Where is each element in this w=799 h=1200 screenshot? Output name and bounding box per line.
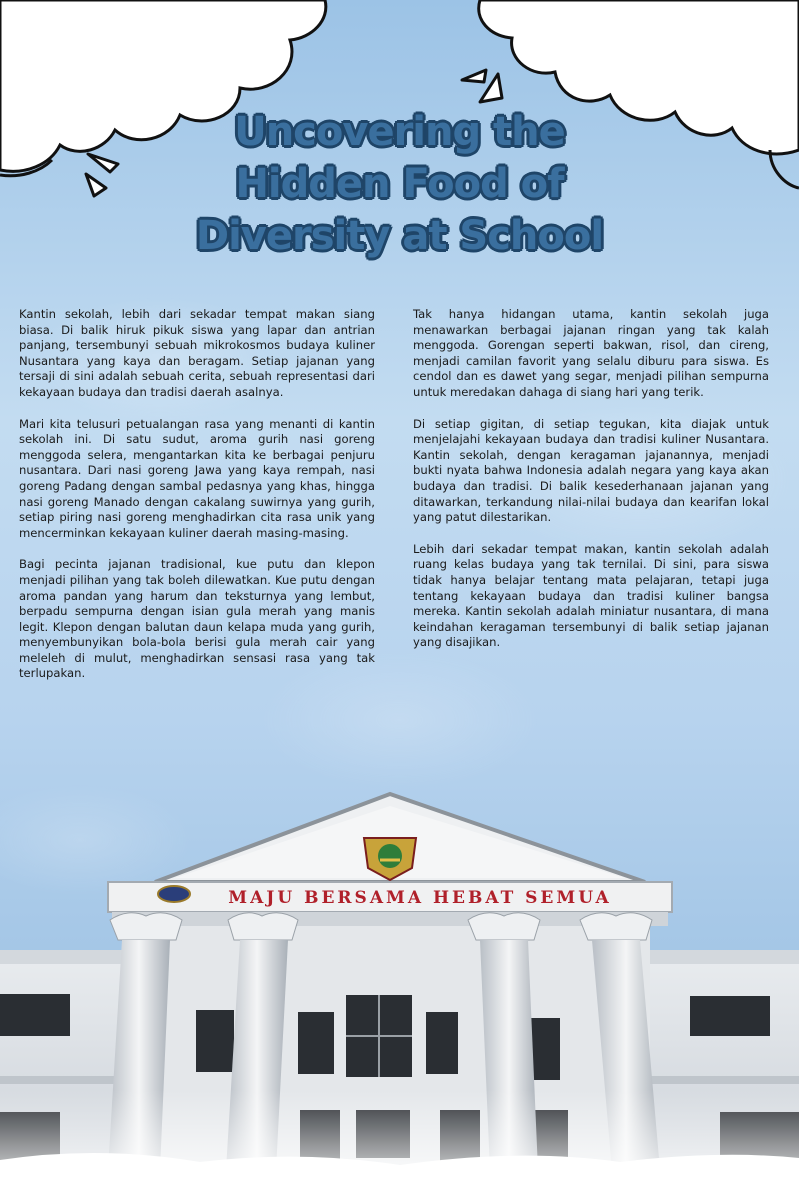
paragraph: Di setiap gigitan, di setiap tegukan, kita diajak untuk menjelajahi kekayaan budaya dan tradisi kuliner Nusantara. Kantin sekolah, dengan keragaman jajanannya, menjadi bukti nyata bahwa Indonesia adalah negara yang kaya akan budaya dan tradisi. Di balik kesederhanaan jajanan yang ditawarkan, terkandung nilai-nilai budaya dan kearifan lokal yang patut dilestarikan. — [413, 416, 769, 525]
right-column — [413, 307, 769, 667]
paragraph: Mari kita telusuri petualangan rasa yang menanti di kantin sekolah ini. Di satu sudut, aroma gurih nasi goreng menggoda selera, mengantarkan kita ke berbagai penjuru nusantara. Dari nasi goreng Jawa yang kaya rempah, nasi goreng Padang dengan sambal pedasnya yang khas, hingga nasi goreng Manado dengan cakalang suwirnya yang gurih, setiap piring nasi goreng menghadirkan cita rasa unik yang mencerminkan kekayaan kuliner daerah masing-masing. — [19, 416, 375, 540]
paragraph: Kantin sekolah, lebih dari sekadar tempat makan siang biasa. Di balik hiruk pikuk siswa yang lapar dan antrian panjang, tersembunyi sebuah mikrokosmos budaya kuliner Nusantara yang kaya dan beragam. Setiap jajanan yang tersaji di sini adalah sebuah cerita, sebuah representasi dari kekayaan budaya dan tradisi daerah asalnya. — [19, 307, 375, 399]
title-line-3: Diversity at School — [195, 213, 604, 259]
page-title — [0, 106, 799, 262]
title-line-2: Hidden Food of — [235, 161, 564, 207]
motto-text: MAJU BERSAMA HEBAT SEMUA — [228, 888, 612, 908]
title-line-1: Uncovering the — [234, 109, 565, 155]
paragraph: Lebih dari sekadar tempat makan, kantin sekolah adalah ruang kelas budaya yang tak ternilai. Di sini, para siswa tidak hanya belajar tentang mata pelajaran, tetapi juga tentang kekayaan budaya dan tradisi kuliner bangsa mereka. Kantin sekolah adalah miniatur nusantara, di mana keindahan keragaman tersembunyi di balik setiap jajanan yang disajikan. — [413, 541, 769, 650]
paragraph: Tak hanya hidangan utama, kantin sekolah juga menawarkan berbagai jajanan ringan yang tak kalah menggoda. Gorengan seperti bakwan, risol, dan cireng, menjadi camilan favorit yang selalu diburu para siswa. Es cendol dan es dawet yang segar, menjadi pilihan sempurna untuk meredakan dahaga di siang hari yang terik. — [413, 307, 769, 399]
paragraph: Bagi pecinta jajanan tradisional, kue putu dan klepon menjadi pilihan yang tak boleh dilewatkan. Kue putu dengan aroma pandan yang harum dan teksturnya yang lembut, berpadu sempurna dengan isian gula merah yang manis legit. Klepon dengan balutan daun kelapa muda yang gurih, menyembunyikan bola-bola berisi gula merah cair yang meleleh di mulut, menghadirkan sensasi rasa yang tak terlupakan. — [19, 557, 375, 681]
left-column — [19, 307, 375, 698]
school-building-image — [0, 790, 799, 1200]
